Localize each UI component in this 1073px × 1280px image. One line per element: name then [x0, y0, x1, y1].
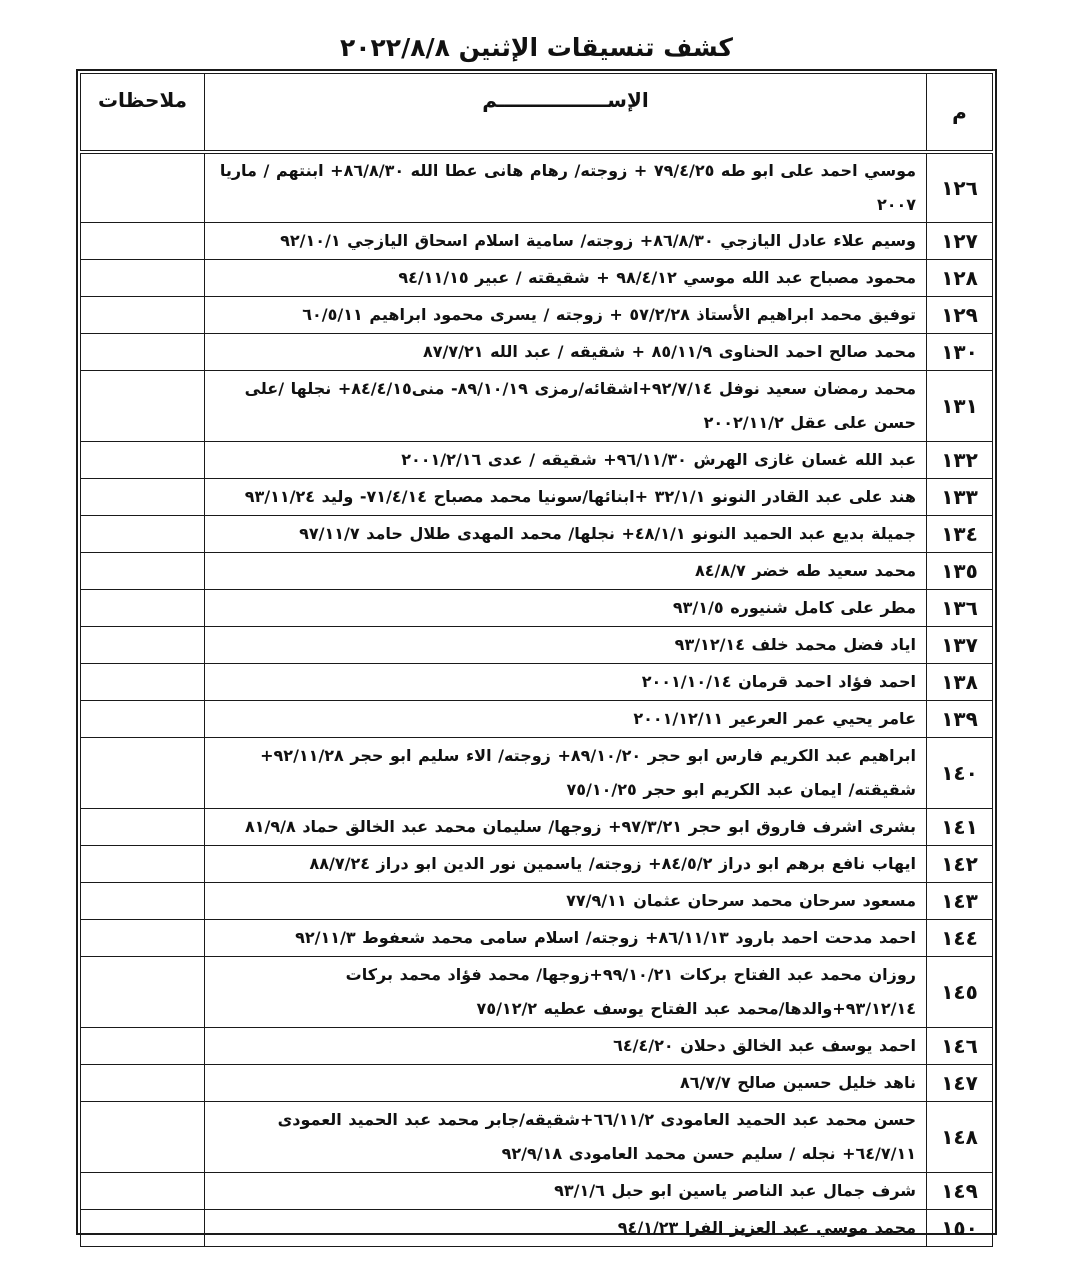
- page-title: كشف تنسيقات الإثنين ٢٠٢٢/٨/٨: [340, 33, 733, 62]
- row-name: محمد صالح احمد الحناوى ٨٥/١١/٩ + شقيقه / عبد الله ٨٧/٧/٢١: [205, 334, 927, 371]
- header-name: الإســــــــــــــــم: [205, 74, 927, 153]
- row-notes: [81, 260, 205, 297]
- table-row: [81, 334, 993, 371]
- row-number: ١٤٢: [927, 846, 993, 883]
- row-name: موسي احمد على ابو طه ٧٩/٤/٢٥ + زوجته/ رهام هانى عطا الله ٨٦/٨/٣٠+ ابنتهم / ماريا ٢٠٠٧: [205, 152, 927, 223]
- row-name: بشرى اشرف فاروق ابو حجر ٩٧/٣/٢١+ زوجها/ سليمان محمد عبد الخالق حماد ٨١/٩/٨: [205, 809, 927, 846]
- table-row: [81, 664, 993, 701]
- table-row: [81, 1102, 993, 1173]
- row-number: ١٤٦: [927, 1028, 993, 1065]
- table-row: [81, 442, 993, 479]
- table-row: [81, 371, 993, 442]
- table-row: [81, 297, 993, 334]
- row-name: مسعود سرحان محمد سرحان عثمان ٧٧/٩/١١: [205, 883, 927, 920]
- row-name: مطر على كامل شنيوره ٩٣/١/٥: [205, 590, 927, 627]
- row-name: وسيم علاء عادل اليازجي ٨٦/٨/٣٠+ زوجته/ سامية اسلام اسحاق اليازجي ٩٢/١٠/١: [205, 223, 927, 260]
- row-name: عبد الله غسان غازى الهرش ٩٦/١١/٣٠+ شقيقه / عدى ٢٠٠١/٢/١٦: [205, 442, 927, 479]
- row-name: محمود مصباح عبد الله موسي ٩٨/٤/١٢ + شقيقته / عبير ٩٤/١١/١٥: [205, 260, 927, 297]
- header-number: م: [927, 74, 993, 153]
- row-notes: [81, 627, 205, 664]
- row-name: روزان محمد عبد الفتاح بركات ٩٩/١٠/٢١+زوجها/ محمد فؤاد محمد بركات ٩٣/١٢/١٤+والدها/محمد عبد الفتاح يوسف عطيه ٧٥/١٢/٢: [205, 957, 927, 1028]
- row-name: احمد يوسف عبد الخالق دحلان ٦٤/٤/٢٠: [205, 1028, 927, 1065]
- row-number: ١٤٤: [927, 920, 993, 957]
- row-notes: [81, 1028, 205, 1065]
- header-row: [81, 74, 993, 153]
- row-notes: [81, 920, 205, 957]
- row-notes: [81, 442, 205, 479]
- table-body: [81, 152, 993, 1247]
- row-notes: [81, 1210, 205, 1247]
- row-number: ١٤٩: [927, 1173, 993, 1210]
- table-row: [81, 738, 993, 809]
- row-notes: [81, 516, 205, 553]
- row-notes: [81, 479, 205, 516]
- row-notes: [81, 553, 205, 590]
- row-notes: [81, 701, 205, 738]
- table-row: [81, 957, 993, 1028]
- row-number: ١٢٦: [927, 152, 993, 223]
- row-notes: [81, 809, 205, 846]
- table-row: [81, 627, 993, 664]
- table-row: [81, 701, 993, 738]
- table-row: [81, 260, 993, 297]
- row-number: ١٤٠: [927, 738, 993, 809]
- row-name: محمد رمضان سعيد نوفل ٩٢/٧/١٤+اشقائه/رمزى ٨٩/١٠/١٩- منى٨٤/٤/١٥+ نجلها /على حسن على عقل ٢٠٠٢/١١/٢: [205, 371, 927, 442]
- row-number: ١٥٠: [927, 1210, 993, 1247]
- row-name: شرف جمال عبد الناصر ياسين ابو حبل ٩٣/١/٦: [205, 1173, 927, 1210]
- table-row: [81, 223, 993, 260]
- row-name: ابراهيم عبد الكريم فارس ابو حجر ٨٩/١٠/٢٠+ زوجته/ الاء سليم ابو حجر ٩٢/١١/٢٨+ شقيقته/ ايمان عبد الكريم ابو حجر ٧٥/١٠/٢٥: [205, 738, 927, 809]
- table-row: [81, 516, 993, 553]
- row-notes: [81, 590, 205, 627]
- table-row: [81, 152, 993, 223]
- names-table: [80, 73, 993, 1247]
- table-row: [81, 553, 993, 590]
- table-row: [81, 883, 993, 920]
- table-row: [81, 809, 993, 846]
- row-number: ١٣٦: [927, 590, 993, 627]
- row-name: حسن محمد عبد الحميد العامودى ٦٦/١١/٢+شقيقه/جابر محمد عبد الحميد العمودى ٦٤/٧/١١+ نجله / سليم حسن محمد العامودى ٩٢/٩/١٨: [205, 1102, 927, 1173]
- row-notes: [81, 152, 205, 223]
- row-name: هند على عبد القادر النونو ٣٢/١/١ +ابنائها/سونيا محمد مصباح ٧١/٤/١٤- وليد ٩٣/١١/٢٤: [205, 479, 927, 516]
- row-notes: [81, 883, 205, 920]
- row-notes: [81, 957, 205, 1028]
- row-number: ١٣٥: [927, 553, 993, 590]
- row-number: ١٣٩: [927, 701, 993, 738]
- table-row: [81, 1028, 993, 1065]
- row-name: توفيق محمد ابراهيم الأستاذ ٥٧/٢/٢٨ + زوجته / يسرى محمود ابراهيم ٦٠/٥/١١: [205, 297, 927, 334]
- row-number: ١٣٣: [927, 479, 993, 516]
- row-number: ١٤٣: [927, 883, 993, 920]
- row-notes: [81, 1102, 205, 1173]
- row-name: محمد سعيد طه خضر ٨٤/٨/٧: [205, 553, 927, 590]
- row-name: ايهاب نافع برهم ابو دراز ٨٤/٥/٢+ زوجته/ ياسمين نور الدين ابو دراز ٨٨/٧/٢٤: [205, 846, 927, 883]
- row-name: اياد فضل محمد خلف ٩٣/١٢/١٤: [205, 627, 927, 664]
- row-name: جميلة بديع عبد الحميد النونو ٤٨/١/١+ نجلها/ محمد المهدى طلال حامد ٩٧/١١/٧: [205, 516, 927, 553]
- row-notes: [81, 1173, 205, 1210]
- row-notes: [81, 297, 205, 334]
- row-name: عامر يحيي عمر العرعير ٢٠٠١/١٢/١١: [205, 701, 927, 738]
- row-notes: [81, 1065, 205, 1102]
- row-number: ١٣٧: [927, 627, 993, 664]
- row-name: محمد موسي عبد العزيز الفرا ٩٤/١/٢٣: [205, 1210, 927, 1247]
- row-name: احمد فؤاد احمد قرمان ٢٠٠١/١٠/١٤: [205, 664, 927, 701]
- row-notes: [81, 334, 205, 371]
- row-number: ١٤١: [927, 809, 993, 846]
- table-row: [81, 1210, 993, 1247]
- row-number: ١٣١: [927, 371, 993, 442]
- row-number: ١٣٤: [927, 516, 993, 553]
- row-notes: [81, 223, 205, 260]
- row-notes: [81, 664, 205, 701]
- row-number: ١٣٨: [927, 664, 993, 701]
- row-number: ١٤٥: [927, 957, 993, 1028]
- row-number: ١٢٧: [927, 223, 993, 260]
- table-row: [81, 920, 993, 957]
- row-number: ١٣٠: [927, 334, 993, 371]
- table-row: [81, 1065, 993, 1102]
- row-name: ناهد خليل حسين صالح ٨٦/٧/٧: [205, 1065, 927, 1102]
- row-notes: [81, 738, 205, 809]
- table-row: [81, 846, 993, 883]
- row-number: ١٣٢: [927, 442, 993, 479]
- row-name: احمد مدحت احمد بارود ٨٦/١١/١٣+ زوجته/ اسلام سامى محمد شعفوط ٩٢/١١/٣: [205, 920, 927, 957]
- row-number: ١٤٨: [927, 1102, 993, 1173]
- row-number: ١٢٨: [927, 260, 993, 297]
- table-row: [81, 590, 993, 627]
- table-row: [81, 479, 993, 516]
- row-notes: [81, 371, 205, 442]
- row-number: ١٢٩: [927, 297, 993, 334]
- header-notes: ملاحظات: [81, 74, 205, 153]
- row-notes: [81, 846, 205, 883]
- row-number: ١٤٧: [927, 1065, 993, 1102]
- table-row: [81, 1173, 993, 1210]
